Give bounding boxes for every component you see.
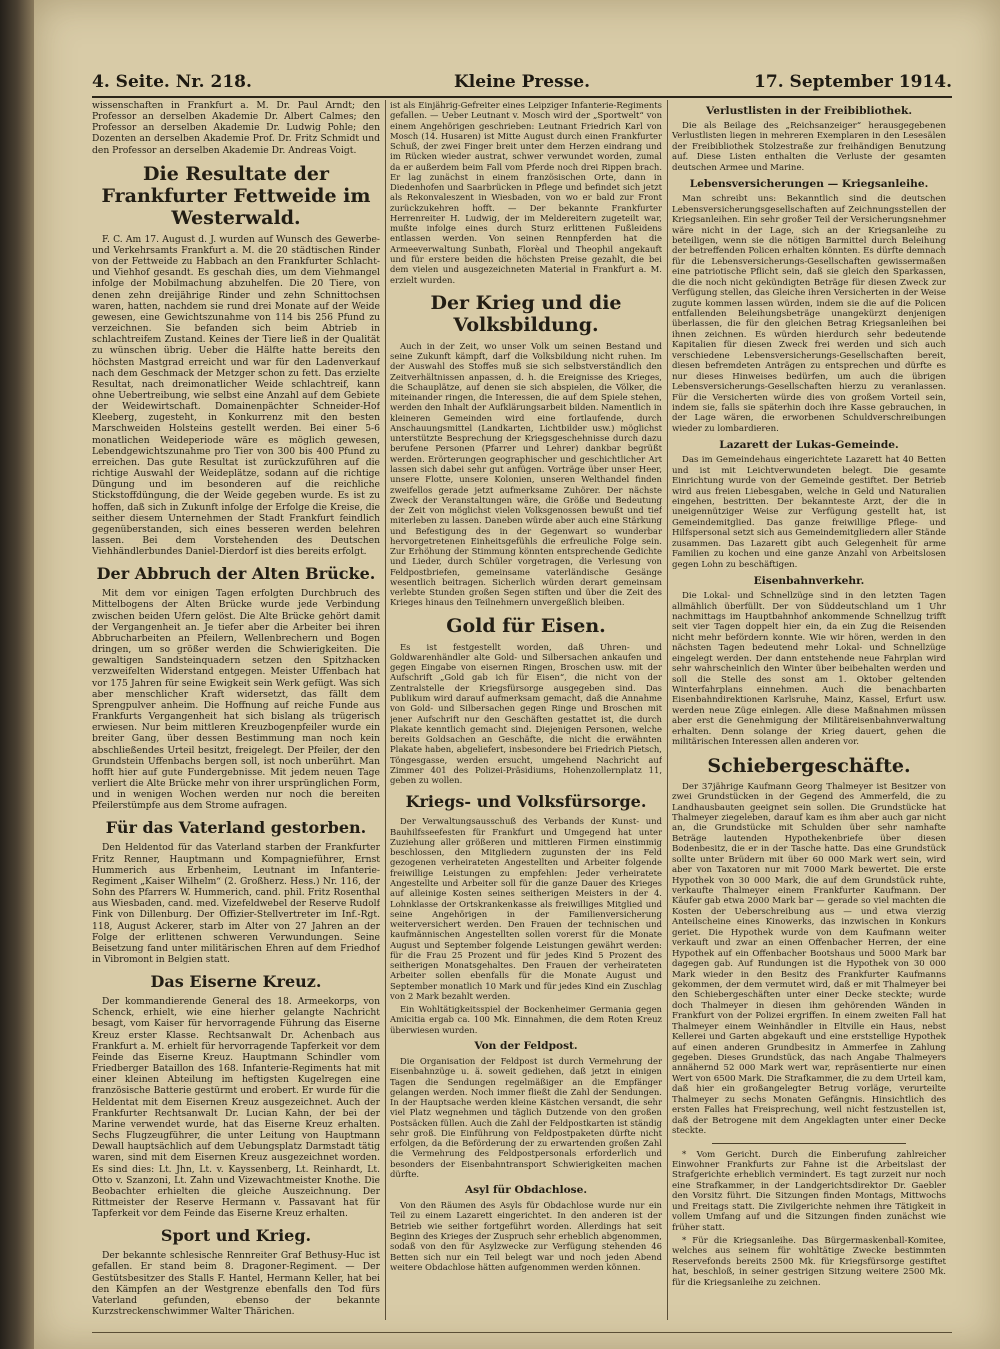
article-text: Die Lokal- und Schnellzüge sind in den letzten Tagen allmählich überfüllt. Der von Süddeutschland um 1 Uhr nachmittags im Hauptbahnhof ankommende Schnellzug trifft seit vier Tagen doppelt hier ein, da ein Zug die Reisenden nicht mehr befördern konnte. Wie wir hören, werden in den nächsten Tagen bedeutend mehr Lokal- und Schnellzüge eingelegt werden. Der dann entstehende neue Fahrplan wird sehr wahrscheinlich den Winter über beibehalten werden und soll die Stelle des sonst am 1. Oktober geltenden Winterfahrplans einnehmen. Auch die benachbarten Eisenbahndirektionen Karlsruhe, Mainz, Kassel, Erfurt usw. werden neue Züge einlegen. Alle diese Maßnahmen müssen aber erst die Genehmigung der Militäreisenbahnverwaltung erhalten. Denn solange der Krieg dauert, gehen die militärischen Interessen allen anderen vor.: [672, 591, 946, 748]
article-text: wissenschaften in Frankfurt a. M. Dr. Paul Arndt; den Professor an derselben Akademie Dr. Albert Calmes; den Professor an derselben Akademie Dr. Ludwig Pohle; den Dozenten an derselben Akademie Prof. Dr. Fritz Schmidt und den Professor an derselben Akademie Dr. Andreas Voigt.: [92, 100, 380, 156]
subhead-eisenbahn: Eisenbahnverkehr.: [753, 575, 865, 588]
headline-sport-krieg: Sport und Krieg.: [160, 1226, 312, 1246]
headline-eiserne-kreuz: Das Eiserne Kreuz.: [150, 972, 322, 992]
article-text: Von den Räumen des Asyls für Obdachlose wurde nur ein Teil zu einem Lazarett eingerichtet. In den anderen ist der Betrieb wie seither fortgeführt worden. Allerdings hat seit Beginn des Krieges der Zuspruch sehr erheblich abgenommen, sodaß von den für Asylzwecke zur Verfügung stehenden 46 Betten sich nur ein Teil belegt war und noch jeden Abend weitere Obdachlose hätten aufgenommen werden können.: [390, 1200, 662, 1272]
article-text: * Vom Gericht. Durch die Einberufung zahlreicher Einwohner Frankfurts zur Fahne ist die Arbeitslast der Strafgerichte erheblich vermindert. Es tagt zurzeit nur noch eine Strafkammer, in der Landgerichtsdirektor Dr. Gaebler den Vorsitz führt. Die Sitzungen finden Montags, Mittwochs und Freitags statt. Die Zivilgerichte nehmen ihre Tätigkeit in vollem Umfang auf und die Sitzungen finden zunächst wie früher statt.: [672, 1149, 946, 1233]
article-text: Die Organisation der Feldpost ist durch Vermehrung der Eisenbahnzüge u. ä. soweit gediehen, daß jetzt in einigen Tagen die Sendungen regelmäßiger an die Empfänger gelangen werden. Noch immer fließt die Zahl der Sendungen. In der Hauptsache werden kleine Kästchen versandt, die sehr viel Platz wegnehmen und täglich Dutzende von den großen Postsäcken füllen. Auch die Zahl der Feldpostkarten ist ständig sehr groß. Die Einführung von Feldpostpaketen dürfte nicht erfolgen, da die Beförderung der zu erwartenden großen Zahl die Vermehrung des Feldpostpersonals erforderlich und besonders der Eisenbahntransport Schwierigkeiten machen dürfte.: [390, 1055, 662, 1179]
article-text: Es ist festgestellt worden, daß Uhren- und Goldwarenhändler alte Gold- und Silbersachen ankaufen und gegen Eingabe von eisernen Ringen, Broschen usw. mit der Aufschrift „Gold gab ich für Eisen“, die nicht von der Zentralstelle der Kriegsfürsorge ausgegeben sind. Das Publikum wird darauf aufmerksam gemacht, daß die Annahme von Gold- und Silbersachen gegen Ringe und Broschen mit jener Aufschrift nur den Geschäften gestattet ist, die durch Plakate kenntlich gemacht sind. Diejenigen Personen, welche bereits Goldsachen an Geschäfte, die nicht die erwähnten Plakate haben, abgeliefert, insbesondere bei Friedrich Pietsch, Töngesgasse, werden ersucht, umgehend Nachricht auf Zimmer 401 des Polizei-Präsidiums, Hohenzollernplatz 11, geben zu wollen.: [390, 641, 662, 786]
headline-volksbildung: Der Krieg und die Volksbildung.: [430, 291, 622, 336]
page-header: [92, 72, 952, 98]
column-2: [390, 100, 662, 1320]
column-divider: [667, 100, 668, 1320]
issue-date: 17. September 1914.: [754, 72, 952, 92]
article-text: Den Heldentod für das Vaterland starben der Frankfurter Fritz Renner, Hauptmann und Kompagnieführer, Ernst Hummerich aus Erbenheim, Leutnant im Infanterie-Regiment „Kaiser Wilhelm“ (2. Großherz. Hess.) Nr. 116, der Sohn des Pfarrers W. Hummerich, cand. phil. Fritz Rosenthal aus Wiesbaden, cand. med. Vizefeldwebel der Reserve Rudolf Fink von Dillenburg. Der Offizier-Stellvertreter im Inf.-Rgt. 118, August Ackerer, starb im Alter von 27 Jahren an der Folge der erlittenen schweren Verwundungen. Seine Beisetzung fand unter militärischen Ehren auf dem Friedhof in Vibromont in Belgien statt.: [92, 842, 380, 965]
newspaper-title: Kleine Presse.: [453, 72, 591, 92]
subhead-lazarett: Lazarett der Lukas-Gemeinde.: [719, 439, 899, 452]
book-spine: [0, 0, 34, 1349]
article-text: Das im Gemeindehaus eingerichtete Lazarett hat 40 Betten und ist mit Leichtverwundeten belegt. Die gesamte Einrichtung wurde von der Gemeinde gestiftet. Der Betrieb wird aus freien Liebesgaben, welche in Geld und Naturalien eingehen, bestritten. Der bekannteste Arzt, der die in uneigennütziger Weise zur Verfügung gestellt hat, ist Gemeindemitglied. Das ganze freiwillige Pflege- und Hilfspersonal setzt sich aus Gemeindemitgliedern aller Stände zusammen. Das Lazarett gibt auch Gelegenheit für arme Familien zu kochen und eine ganze Anzahl von Arbeitslosen gegen Lohn zu beschäftigen.: [672, 455, 946, 570]
article-text: Der bekannte schlesische Rennreiter Graf Bethusy-Huc ist gefallen. Er stand beim 8. Dragoner-Regiment. — Der Gestütsbesitzer des Stalls F. Hantel, Hermann Keller, hat bei den Kämpfen an der Westgrenze ebenfalls den Tod fürs Vaterland gefunden, ebenso der bekannte Kurzstreckenschwimmer Walter Thärichen.: [92, 1250, 380, 1318]
article-text: F. C. Am 17. August d. J. wurden auf Wunsch des Gewerbe- und Verkehrsamts Frankfurt a. M. die 20 städtischen Rinder von der Fettweide zu Habbach an den Frankfurter Schlacht- und Viehhof gesandt. Es geschah dies, um dem Viehmangel infolge der Mobilmachung abzuhelfen. Die 20 Tiere, von denen zehn dreijährige Rinder und zehn Schnittochsen waren, hatten, nachdem sie rund drei Monate auf der Weide gewesen, eine Gewichtszunahme von 114 bis 256 Pfund zu verzeichnen. Sie befanden sich beim Abtrieb in schlachtreifem Zustand. Keines der Tiere ließ in der Qualität zu wünschen übrig. Ueber die Hälfte hatte bereits den höchsten Mastgrad erreicht und war für den Ladenverkauf nach dem Geschmack der Metzger schon zu fett. Das erzielte Resultat, nach dreimonatlicher Weide schlachtreif, kann ohne Uebertreibung, wie selbst eine Anzahl auf dem Gebiete der Weidewirtschaft. Domainenpächter Schneider-Hof Kleeberg, zugesteht, in Konkurrenz mit den besten Marschweiden Holsteins gestellt werden. Bei einer 5-6 monatlichen Weideperiode wäre es möglich gewesen, Lebendgewichtszunahme pro Tier von 300 bis 400 Pfund zu erreichen. Das gute Resultat ist zurückzuführen auf die richtige Auswahl der Weideplätze, sodann auf die richtige Düngung und im besonderen auf die reichliche Stickstoffdüngung, die der Weide gegeben wurde. Es ist zu hoffen, daß sich in Zukunft infolge der Erfolge die Kreise, die seither diesem Unternehmen der Stadt Frankfurt feindlich gegenüberstanden, sich eines besseren werden belehren lassen. Bei dem Vorstehenden des Deutschen Viehhändlerbundes Daniel-Dierdorf ist dies bereits erfolgt.: [92, 233, 380, 558]
headline-fettweide: Die Resultate der Frankfurter Fettweide im Westerwald.: [101, 162, 371, 229]
column-3: [672, 100, 946, 1320]
article-text: Der 37jährige Kaufmann Georg Thalmeyer ist Besitzer von zwei Grundstücken in der Gegend des Ammerfeld, die zu Landhausbauten geeignet sein sollen. Die Grundstücke hat Thalmeyer ziegeleben, darauf kam es ihm aber auch gar nicht an, die Grundstücke mit Schulden über sehr namhafte Beträge lautenden Hypothekenbriefe über diesen Bodenbesitz, die er in der Tasche hatte. Das eine Grundstück sollte unter Brüdern mit über 60 000 Mark wert sein, wird aber von Taxatoren nur mit 7000 Mark bewertet. Die erste Hypothek von 30 000 Mark, die auf dem Grundstück ruhte, verkaufte Thalmeyer einem Frankfurter Kaufmann. Der Käufer gab etwa 2000 Mark bar — gerade so viel machten die Kosten der Ueberschreibung aus — und etwa vierzig Anteilscheine eines Kinowerks, das inzwischen in Konkurs geriet. Die Hypothek wurde von dem Kaufmann weiter verkauft und zwar an einen Offenbacher Herren, der eine Hypothek auf ein Offenbacher Bootshaus und 5000 Mark bar dagegen gab. Auf Rundungen ist die Hypothek von 30 000 Mark wieder in den Besitz des Frankfurter Kaufmanns gekommen, der dem vermutet wird, daß er mit Thalmeyer bei den Schiebergeschäften unter einer Decke steckte; wurde doch Thalmeyer in diesen ihm gehörenden Wänden in Frankfurt von der Polizei ergriffen. In einem zweiten Fall hat Thalmeyer einem Weinhändler in Eltville ein Haus, nebst Kellerei und Garten abgekauft und eine erststellige Hypothek auf einen anderen Grundbesitz in Ammerfee in Zahlung gegeben. Dieses Grundstück, das nach Angabe Thalmeyers annähernd 52 000 Mark wert war, repräsentierte nur einen Wert von 6500 Mark. Die Strafkammer, die zu dem Urteil kam, daß hier ein großangelegter Betrug vorläge, verurteilte Thalmeyer zu sechs Monaten Gefängnis. Hinsichtlich des ersten Falles hat Freisprechung, weil nicht festzustellen ist, daß der Betrogene mit dem Angeklagten unter einer Decke steckte.: [672, 781, 946, 1137]
headline-gold-eisen: Gold für Eisen.: [446, 614, 606, 637]
headline-volksfuersorge: Kriegs- und Volksfürsorge.: [405, 792, 647, 812]
headline-schiebergeschaefte: Schiebergeschäfte.: [707, 754, 911, 777]
headline-vaterland: Für das Vaterland gestorben.: [105, 818, 367, 838]
section-rule: [712, 1143, 906, 1144]
subhead-kriegsanleihe: Lebensversicherungen — Kriegsanleihe.: [689, 178, 929, 191]
headline-alte-bruecke: Der Abbruch der Alten Brücke.: [96, 564, 376, 584]
footer-rule: [92, 1332, 952, 1333]
header-rule: [92, 96, 952, 98]
article-text: Der kommandierende General des 18. Armeekorps, von Schenck, erhielt, wie eine hierher gelangte Nachricht besagt, vom Kaiser für hervorragende Führung das Eiserne Kreuz erster Klasse. Rechtsanwalt Dr. Achenbach aus Frankfurt a. M. erhielt für hervorragende Tapferkeit vor dem Feinde das Eiserne Kreuz. Hauptmann Schindler vom Friedberger Bataillon des 168. Infanterie-Regiments hat mit einer kleinen Abteilung im heftigsten Kugelregen eine französische Batterie gestürmt und erobert. Er wurde für die Heldentat mit dem Eisernen Kreuz ausgezeichnet. Auch der Frankfurter Rechtsanwalt Dr. Lucian Kahn, der bei der Marine verwendet wurde, hat das Eiserne Kreuz erhalten. Sechs Flugzeugführer, die unter Leitung von Hauptmann Dewall hauptsächlich auf dem Uebungsplatz Darmstadt tätig waren, sind mit dem Eisernen Kreuz ausgezeichnet worden. Es sind dies: Lt. Jhn, Lt. v. Kayssenberg, Lt. Reinhardt, Lt. Otto v. Szanzoni, Lt. Zahn und Vizewachtmeister Knothe. Die Beobachter erhielten die gleiche Auszeichnung. Der Rittmeister der Reserve Hermann v. Passavant hat für Tapferkeit vor dem Feinde das Eiserne Kreuz erhalten.: [92, 996, 380, 1220]
article-text: Ein Wohltätigkeitsspiel der Bockenheimer Germania gegen Amicitia ergab ca. 100 Mk. Einnahmen, die dem Roten Kreuz überwiesen wurden.: [390, 1004, 662, 1035]
page-number: 4. Seite. Nr. 218.: [92, 72, 252, 92]
column-divider: [385, 100, 386, 1320]
article-text: * Für die Kriegsanleihe. Das Bürgermaskenball-Komitee, welches aus seinem für wohltätige Zwecke bestimmten Reservefonds bereits 2500 Mk. für Kriegsfürsorge gestiftet hat, beschloß, in seiner gestrigen Sitzung weitere 2500 Mk. für die Kriegsanleihe zu zeichnen.: [672, 1236, 946, 1288]
article-text: Die als Beilage des „Reichsanzeiger“ herausgegebenen Verlustlisten liegen in mehreren Exemplaren in den Lesesälen der Freibibliothek Stolzestraße zur freihändigen Benutzung auf. Diese Listen enthalten die Verluste der gesamten deutschen Armee und Marine.: [672, 121, 946, 173]
column-1: [92, 100, 380, 1320]
article-text: Mit dem vor einigen Tagen erfolgten Durchbruch des Mittelbogens der Alten Brücke wurde jede Verbindung zwischen beiden Ufern gelöst. Die Alte Brücke gehört damit der Vergangenheit an. Je tiefer aber die Arbeiter bei ihren Abbrucharbeiten an Pfeilern, Wellenbrechern und Bogen dringen, um so größer werden die Schwierigkeiten. Die gewaltigen Sandsteinquadern setzen den Spitzhacken verzweifelten Widerstand entgegen. Meister Uffenbach hat vor 175 Jahren für seine Ewigkeit sein Werk gefügt. Was sich aber menschlicher Kraft widersetzt, das fällt dem Sprengpulver anheim. Die Hoffnung auf reiche Funde aus Frankfurts Vergangenheit hat sich bislang als trügerisch erwiesen. Nur beim mittleren Kreuzbogenpfeiler wurde ein breiter Gang, über dessen Bestimmung man noch kein abschließendes Urteil besitzt, freigelegt. Der Pfeiler, der den Grundstein Uffenbachs bergen soll, ist noch unberührt. Man hofft hier auf gute Fundergebnisse. Mit jedem neuen Tage verliert die Alte Brücke mehr von ihrer ursprünglichen Form, und in wenigen Wochen werden nur noch die bereiten Pfeilerstümpfe aus dem Strome aufragen.: [92, 588, 380, 812]
article-text: Auch in der Zeit, wo unser Volk um seinen Bestand und seine Zukunft kämpft, darf die Volksbildung nicht ruhen. Im der Auswahl des Stoffes muß sie sich selbstverständlich den Zeitverhältnissen anpassen, d. h. die Ereignisse des Krieges, die Schauplätze, auf denen sie sich abspielen, die Völker, die miteinander ringen, die Interessen, die auf dem Spiele stehen, werden den Inhalt der Aufklärungsarbeit bilden. Namentlich in kleineren Gemeinden wird eine fortlaufende, durch Anschauungsmittel (Landkarten, Lichtbilder usw.) möglichst unterstützte Besprechung der Kriegsgeschehnisse durch dazu berufene Personen (Pfarrer und Lehrer) dankbar begrüßt werden. Erörterungen geographischer und geschichtlicher Art lassen sich dabei sehr gut anfügen. Vorträge über unser Heer, unsere Flotte, unsere Kolonien, unseren Welthandel finden zweifellos gerade jetzt aufmerksame Zuhörer. Der nächste Zweck der Veranstaltungen wäre, die Größe und Bedeutung der Zeit von möglichst vielen Volksgenossen bewußt und tief miterleben zu lassen. Daneben würde aber auch eine Stärkung und Befestigung des in der Gegenwart so wunderbar hervorgetretenen Einheitsgefühls die erfreuliche Folge sein. Zur Erhöhung der Stimmung könnten entsprechende Gedichte und Lieder, durch Schüler vorgetragen, die Verlesung von Feldpostbriefen, gemeinsame vaterländische Gesänge wesentlich beitragen. Sicherlich würden derart gemeinsam verlebte Stunden großen Segen stiften und über die Zeit des Krieges hinaus den Teilnehmern unvergeßlich bleiben.: [390, 340, 662, 608]
article-text: ist als Einjährig-Gefreiter eines Leipziger Infanterie-Regiments gefallen. — Ueber Leutnant v. Mosch wird der „Sportwelt“ von einem Angehörigen geschrieben: Leutnant Friedrich Karl von Mosch (14. Husaren) ist Mitte August durch einen Frankfurter Schuß, der zwei Finger breit unter dem Herzen eindrang und im Rücken wieder austrat, schwer verwundet worden, zumal da er außerdem beim Fall vom Pferde noch drei Rippen brach. Er lag zunächst in einem französischen Orte, dann in Diedenhofen und Saarbrücken in Pflege und befindet sich jetzt als Rekonvaleszent in Wiesbaden, von wo er bald zur Front zurückzukehren hofft. — Der bekannte Frankfurter Herrenreiter H. Ludwig, der im Meldereitern zugeteilt war, mußte infolge eines durch Sturz erlittenen Fußleidens entlassen werden. Von seinen Rennpferden hat die Armeeverwaltung Sunbath, Florèal und Theophil angekauft und für erstere beiden die höchsten Preise gezahlt, die bei dem vielen und ausgezeichneten Material in Frankfurt a. M. erzielt wurden.: [390, 100, 662, 285]
article-text: Man schreibt uns: Bekanntlich sind die deutschen Lebensversicherungsgesellschaften auf Zeichnungsstellen der Kriegsanleihen. Ein sehr großer Teil der Versicherungsnehmer wäre nicht in der Lage, sich an der Kriegsanleihe zu beteiligen, wenn sie die nötigen Barmittel durch Beleihung der betreffenden Policen erhalten könnten. Es dürfte demnach für die Lebensversicherungs-Gesellschaften gewissermaßen eine patriotische Pflicht sein, daß sie gleich den Sparkassen, die die noch nicht gekündigten Beträge für diesen Zweck zur Verfügung stellen, das Gleiche ihren Versicherten in der Weise zugute kommen lassen würden, indem sie die auf die Policen entfallenden Beleihungsbeträge unangekürzt denjenigen überlassen, die für den gleichen Betrag Kriegsanleihen bei ihnen zeichnen. Es würden hierdurch sehr bedeutende Kapitalien für diesen Zweck frei werden und sich auch verschiedene Lebensversicherungs-Gesellschaften bereit, diesen befremdeten Anträgen zu entsprechen und dürfte es nur dieses Hinweises bedürfen, um auch die übrigen Lebensversicherungs-Gesellschaften hierzu zu veranlassen. Für die Versicherten würde dies von großem Vorteil sein, indem sie, falls sie späterhin doch ihre Kasse gebrauchen, in der Lage wären, die erworbenen Schuldverschreibungen wieder zu lombardieren.: [672, 194, 946, 434]
article-text: Der Verwaltungsausschuß des Verbands der Kunst- und Bauhilfsseefesten für Frankfurt und Umgegend hat unter Zuziehung aller größeren und mittleren Firmen einstimmig beschlossen, den Mitgliedern zugunsten der ins Feld gezogenen verheirateten Angestellten und Arbeiter folgende freiwillige Leistungen zu empfehlen: Jeder verheiratete Angestellte und Arbeiter soll für die ganze Dauer des Krieges auf alleinige Kosten seines seitherigen Meisters in der 4. Lohnklasse der Ortskrankenkasse als freiwilliges Mitglied und seine Angehörigen in der Familienversicherung weiterversichert werden. Den Frauen der technischen und kaufmännischen Angestellten sollen vorerst für die Monate August und September folgende Leistungen gewährt werden: für die Frau 25 Prozent und für jedes Kind 5 Prozent des seitherigen Monatsgehaltes. Den Frauen der verheirateten Arbeiter sollen ebenfalls für die Monate August und September monatlich 10 Mark und für jedes Kind ein Zuschlag von 2 Mark bezahlt werden.: [390, 816, 662, 1001]
subhead-feldpost: Von der Feldpost.: [474, 1039, 578, 1052]
subhead-verlustlisten: Verlustlisten in der Freibibliothek.: [705, 105, 913, 117]
subhead-asyl: Asyl für Obdachlose.: [464, 1184, 588, 1197]
